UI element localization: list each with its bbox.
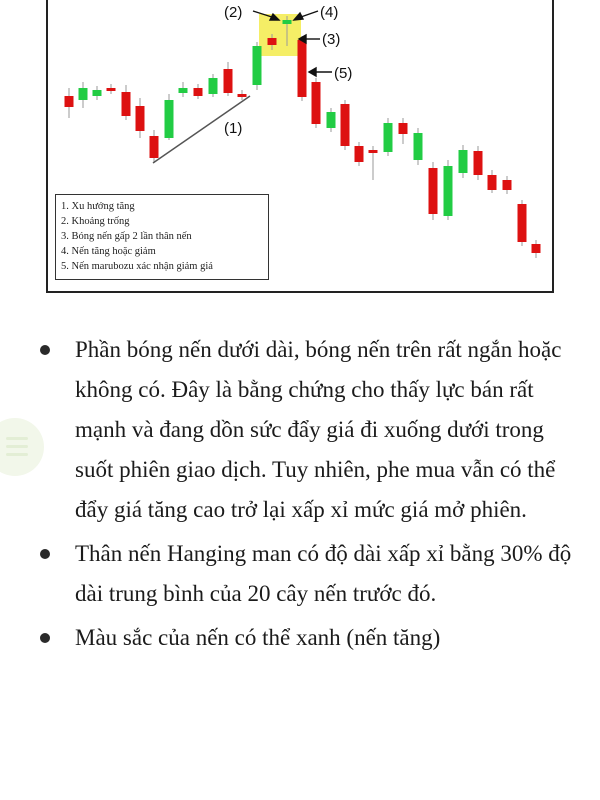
legend-box bbox=[55, 194, 269, 280]
legend-item: 1. Xu hướng tăng bbox=[61, 201, 135, 212]
candle bbox=[79, 82, 88, 108]
bullet-dot bbox=[40, 549, 50, 559]
candle bbox=[341, 100, 350, 150]
candle bbox=[312, 78, 321, 128]
list-item bbox=[0, 534, 600, 614]
legend-item: 4. Nến tăng hoặc giảm bbox=[61, 246, 156, 257]
bullet-list bbox=[0, 330, 600, 662]
candle bbox=[165, 94, 174, 140]
label-2: (2) bbox=[224, 4, 243, 21]
bullet-dot bbox=[40, 633, 50, 643]
label-5: (5) bbox=[334, 65, 353, 82]
legend-item: 2. Khoảng trống bbox=[61, 216, 130, 227]
candle bbox=[253, 42, 262, 90]
bullet-text: Thân nến Hanging man có độ dài xấp xỉ bằng 30% độ dài trung bình của 20 cây nến trước đó. bbox=[75, 541, 572, 606]
candle bbox=[444, 160, 453, 220]
candle bbox=[459, 145, 468, 178]
candle bbox=[488, 170, 497, 193]
candle bbox=[518, 200, 527, 246]
candle bbox=[150, 130, 159, 163]
candle bbox=[503, 176, 512, 194]
candle bbox=[136, 98, 145, 138]
candle bbox=[93, 86, 102, 100]
label-1: (1) bbox=[224, 120, 243, 137]
bullet-dot bbox=[40, 345, 50, 355]
candle bbox=[209, 74, 218, 97]
candle bbox=[399, 118, 408, 144]
candle bbox=[65, 88, 74, 118]
candle bbox=[298, 36, 307, 101]
legend-item: 5. Nến marubozu xác nhận giảm giá bbox=[61, 261, 213, 272]
candle bbox=[194, 84, 203, 99]
candle bbox=[122, 85, 131, 120]
candle bbox=[355, 142, 364, 166]
candle bbox=[369, 146, 378, 180]
list-item bbox=[0, 618, 600, 658]
candlestick-figure bbox=[46, 0, 554, 293]
candle bbox=[414, 128, 423, 165]
label-3: (3) bbox=[322, 31, 341, 48]
label-4: (4) bbox=[320, 4, 339, 21]
candle bbox=[474, 146, 483, 180]
candle bbox=[179, 82, 188, 97]
candle bbox=[429, 162, 438, 220]
candle bbox=[107, 84, 116, 94]
bullet-text: Màu sắc của nến có thể xanh (nến tăng) bbox=[75, 625, 441, 650]
candle bbox=[327, 108, 336, 132]
candle bbox=[224, 62, 233, 96]
bullet-text: Phần bóng nến dưới dài, bóng nến trên rất ngắn hoặc không có. Đây là bằng chứng cho thấy lực bán rất mạnh và đang dồn sức đẩy giá đi xuống dưới trong suốt phiên giao dịch. Tuy nhiên, phe mua vẫn có thể đẩy giá tăng cao trở lại xấp xỉ mức giá mở phiên. bbox=[75, 337, 562, 522]
legend-item: 3. Bóng nến gấp 2 lần thân nến bbox=[61, 231, 192, 242]
candle bbox=[384, 118, 393, 156]
list-item bbox=[0, 330, 600, 530]
candle bbox=[532, 240, 541, 258]
